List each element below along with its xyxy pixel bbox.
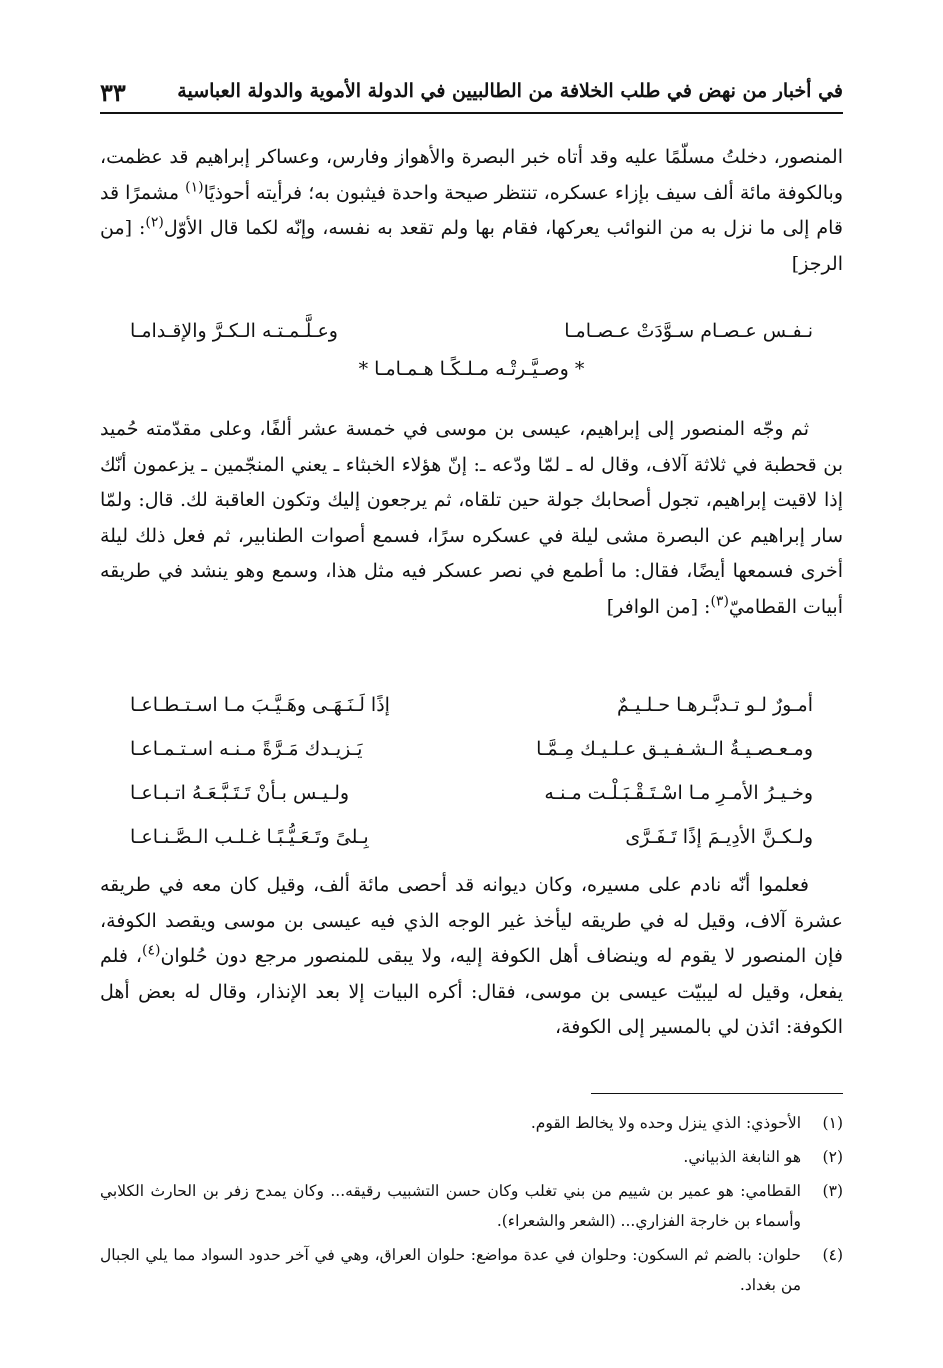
footnotes — [100, 1108, 843, 1304]
footnote — [100, 1176, 843, 1236]
hemistich-right: نـفـس عـصـام سـوَّدَتْ عـصـامـا — [564, 320, 813, 342]
paragraph-1-text-c: : [من الرجز] — [100, 217, 843, 275]
paragraph-2-text-a: ثم وجّه المنصور إلى إبراهيم، عيسى بن موسى في خمسة عشر ألفًا، وعلى مقدّمته حُميد بن قحطبة في ثلاثة آلاف، وقال له ـ لمّا ودّعه ـ: إنّ هؤلاء الخبثاء ـ يعني المنجّمين ـ يزعمون أنّك إذا لاقيت إبراهيم، تجول أصحابك جولة حين تلقاه، ثم يرجعون إليك وتكون العاقبة لك. قال: ولمّا سار إبراهيم عن البصرة مشى ليلة في عسكره سرًا، فسمع أصوات الطنابير، ثم فعل ذلك ليلة أخرى فسمعها أيضًا، فقال: ما أطمع في نصر عسكر فيه مثل هذا، وسمع وهو ينشد في طريقه أبيات القطاميّ — [100, 418, 843, 618]
footnote-ref-2: (٢) — [145, 214, 164, 231]
hemistich-left: ولـيـس بـأنْ تَـتَـبَّـعَـهُ اتـبـاعـا — [130, 782, 350, 804]
footnote-number: (٣) — [822, 1182, 843, 1200]
footnote-ref-1: (١) — [185, 179, 204, 196]
footnote — [100, 1240, 843, 1300]
hemistich-right: ولـكـنَّ الأدِيـمَ إذًا تَـفَـرَّى — [625, 826, 813, 848]
hemistich-right: ومـعـصـيـةُ الـشـفـيـق عـلـيـك مِـمَّـا — [536, 738, 813, 760]
footnote-text: هو النابغة الذبياني. — [683, 1148, 801, 1166]
paragraph-2-text-b: : [من الوافر] — [606, 595, 711, 618]
verse-line — [130, 818, 813, 862]
running-title: في أخبار من نهض في طلب الخلافة من الطالبيين في الدولة الأموية والدولة العباسية — [177, 80, 843, 102]
footnote-number: (٢) — [822, 1148, 843, 1166]
footnote — [100, 1142, 843, 1172]
paragraph-1 — [100, 140, 843, 282]
verse-line — [130, 730, 813, 774]
footnote-number: (١) — [822, 1114, 843, 1132]
footnote-number: (٤) — [822, 1246, 843, 1264]
paragraph-3 — [100, 868, 843, 1046]
verse-line — [130, 312, 813, 356]
paragraph-3-text-b: ، فلم يفعل، وقيل له ليبيّت عيسى بن موسى، فقال: أكره البيات إلا بعد الإنذار، وقال له بعض أهل الكوفة: ائذن لي بالمسير إلى الكوفة، — [100, 945, 843, 1038]
footnote-text: حلوان: بالضم ثم السكون: وحلوان في عدة مواضع: حلوان العراق، وهي في آخر حدود السواد مما يلي الجبال من بغداد. — [100, 1246, 801, 1294]
footnote-text: القطامي: هو عمير بن شييم من بني تغلب وكان حسن التشبيب رقيقه... وكان يمدح زفر بن الحارث الكلابي وأسماء بن خارجة الفزاري... (الشعر والشعراء). — [100, 1182, 801, 1230]
hemistich-left: إذًا لَـنَـهَـى وهَـيَّـبَ مـا اسـتـطـاعـا — [130, 694, 390, 716]
running-header — [100, 78, 843, 114]
paragraph-3-text-a: فعلموا أنّه نادم على مسيره، وكان ديوانه قد أحصى مائة ألف، وقيل كان معه في طريقه عشرة آلاف، وقيل له في طريقه ليأخذ غير الوجه الذي فيه عيسى بن موسى ويقصد الكوفة، فإن المنصور لا يقوم له وينضاف أهل الكوفة إليه، ولا يبقى للمنصور مرجع دون حُلوان — [100, 874, 843, 967]
paragraph-1-text-a: المنصور، دخلتُ مسلّمًا عليه وقد أتاه خبر البصرة والأهواز وفارس، وعساكر إبراهيم قد عظمت، وبالكوفة مائة ألف سيف بإزاء عسكره، تنتظر صيحة واحدة فيثبون به؛ فرأيته أحوذيًا — [100, 146, 844, 204]
footnote — [100, 1108, 843, 1138]
wafir-verse — [130, 686, 813, 862]
rajaz-verse — [130, 312, 813, 400]
hemistich-center: * وصـيَّـرتْـه مـلـكًـا هـمـامـا * — [358, 358, 585, 380]
footnote-separator — [591, 1093, 843, 1094]
hemistich-left: يَـزيـدك مَـرَّةً مـنـه اسـتـمـاعـا — [130, 738, 363, 760]
hemistich-right: أمـورٌ لـو تـدبَّـرهـا حـلـيـمٌ — [617, 694, 813, 716]
hemistich-left: بِـلىً وتَـعَـيُّـبًـا غـلـب الـصَّـنـاعـا — [130, 826, 369, 848]
footnote-ref-3: (٣) — [710, 593, 729, 610]
verse-line — [130, 774, 813, 818]
paragraph-2 — [100, 412, 843, 625]
verse-line — [130, 686, 813, 730]
page-number: ٣٣ — [100, 78, 126, 107]
hemistich-right: وخـيـرُ الأمـرِ مـا اسْـتَـقْـبَـلْـت مـنـه — [544, 782, 813, 804]
verse-line — [130, 356, 813, 400]
footnote-text: الأحوذي: الذي ينزل وحده ولا يخالط القوم. — [530, 1114, 801, 1132]
footnote-ref-4: (٤) — [141, 942, 161, 959]
paragraph-1-text-b: مشمرًا قد قام إلى ما نزل به من النوائب يعركها، فقام بها ولم تقعد به نفسه، وإنّه لكما قال الأوّل — [100, 181, 843, 239]
hemistich-left: وعـلَّـمـتـه الـكـرَّ والإقـدامـا — [130, 320, 338, 342]
